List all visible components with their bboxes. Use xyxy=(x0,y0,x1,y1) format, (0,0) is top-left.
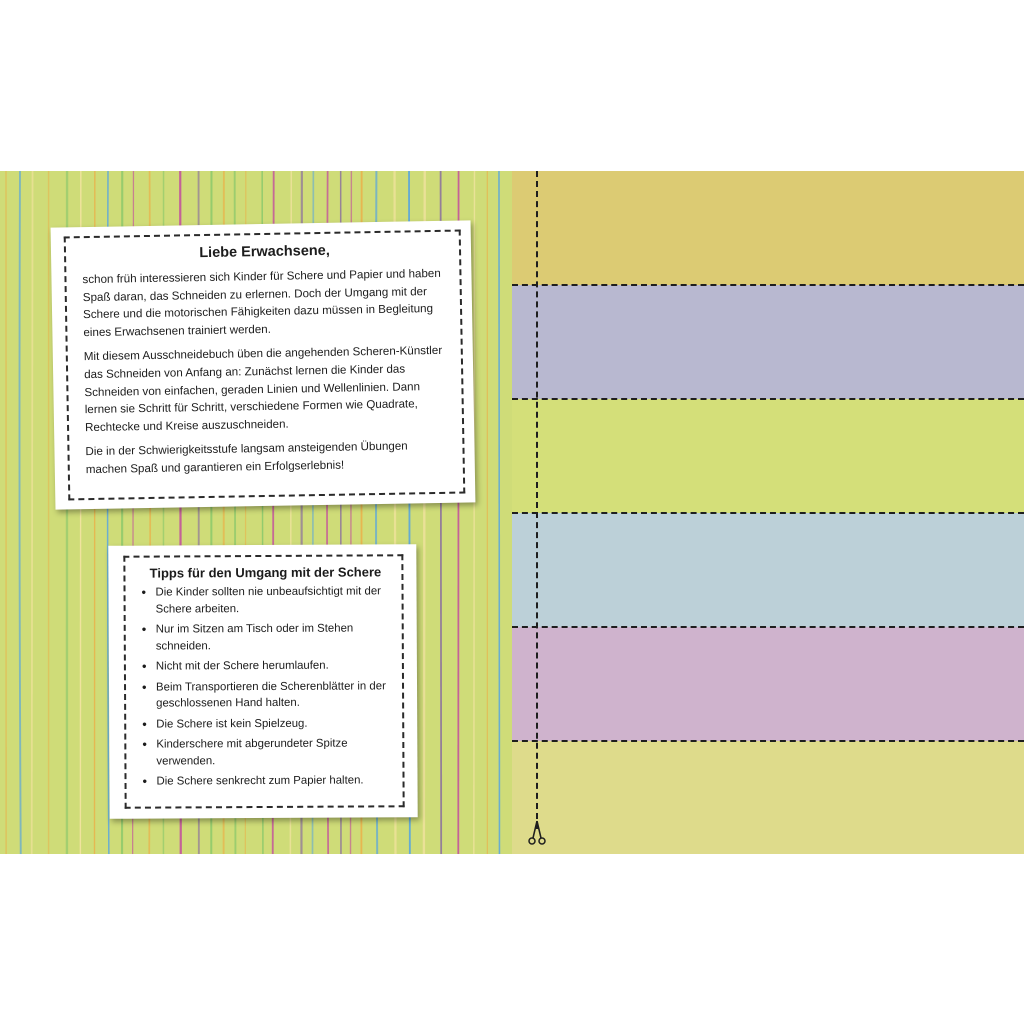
color-band xyxy=(512,741,1024,854)
tips-list-item: • Die Schere senkrecht zum Papier halten. xyxy=(140,772,392,790)
color-band xyxy=(512,513,1024,627)
stripe-line xyxy=(20,171,21,854)
horizontal-cut-line xyxy=(512,284,1024,286)
book-spread xyxy=(0,171,1024,854)
tips-list-item: • Nur im Sitzen am Tisch oder im Stehen schneiden. xyxy=(140,620,392,654)
intro-paragraph: schon früh interessieren sich Kinder für Schere und Papier und haben Spaß daran, das Schneiden zu erlernen. Doch der Umgang mit der Schere und die motorischen Fähigkeiten dazu müssen in Begleitung eines Erwachsenen trainiert werden. xyxy=(82,266,441,339)
tips-list-item: • Die Kinder sollten nie unbeaufsichtigt mit der Schere arbeiten. xyxy=(139,583,391,617)
stripe-line xyxy=(474,171,475,854)
tips-list-item: • Beim Transportieren die Scherenblätter in der geschlossenen Hand halten. xyxy=(140,678,392,712)
stripe-line xyxy=(499,171,500,854)
intro-card-dashed-border xyxy=(64,230,466,501)
tips-list-item: • Kinderschere mit abgerundeter Spitze verwenden. xyxy=(140,735,392,769)
intro-card xyxy=(51,220,476,509)
intro-card-title: Liebe Erwachsene, xyxy=(199,242,330,262)
horizontal-cut-line xyxy=(512,398,1024,400)
horizontal-cut-line xyxy=(512,626,1024,628)
tips-card-dashed-border xyxy=(123,554,404,808)
tips-list-item: • Nicht mit der Schere herumlaufen. xyxy=(140,657,392,675)
color-band xyxy=(512,171,1024,285)
stripe-line xyxy=(32,171,33,854)
left-page xyxy=(0,171,512,854)
tips-list-item: • Die Schere ist kein Spielzeug. xyxy=(140,715,392,733)
tips-list xyxy=(139,583,392,790)
horizontal-cut-line xyxy=(512,512,1024,514)
intro-paragraph: Mit diesem Ausschneidebuch üben die angehenden Scheren-Künstler das Schneiden von Anfang an: Zunächst lernen die Kinder das Schneiden von einfachen, geraden Linien und Wellenlinien. Dann lernen sie Schritt für Schritt, verschiedene Formen wie Quadrate, Rechtecke und Kreise auszuschneiden. xyxy=(83,344,443,434)
color-band xyxy=(512,399,1024,513)
tips-card-title: Tipps für den Umgang mit der Schere xyxy=(149,564,382,581)
stripe-line xyxy=(487,171,488,854)
intro-paragraph: Die in der Schwierigkeitsstufe langsam ansteigenden Übungen machen Spaß und garantieren ein Erfolgserlebnis! xyxy=(85,439,408,477)
cutting-practice-page xyxy=(512,171,1024,854)
color-band xyxy=(512,285,1024,399)
vertical-cut-line xyxy=(536,171,538,829)
tips-card xyxy=(108,544,417,819)
horizontal-cut-line xyxy=(512,740,1024,742)
scissors-icon xyxy=(522,820,552,846)
color-band xyxy=(512,627,1024,741)
